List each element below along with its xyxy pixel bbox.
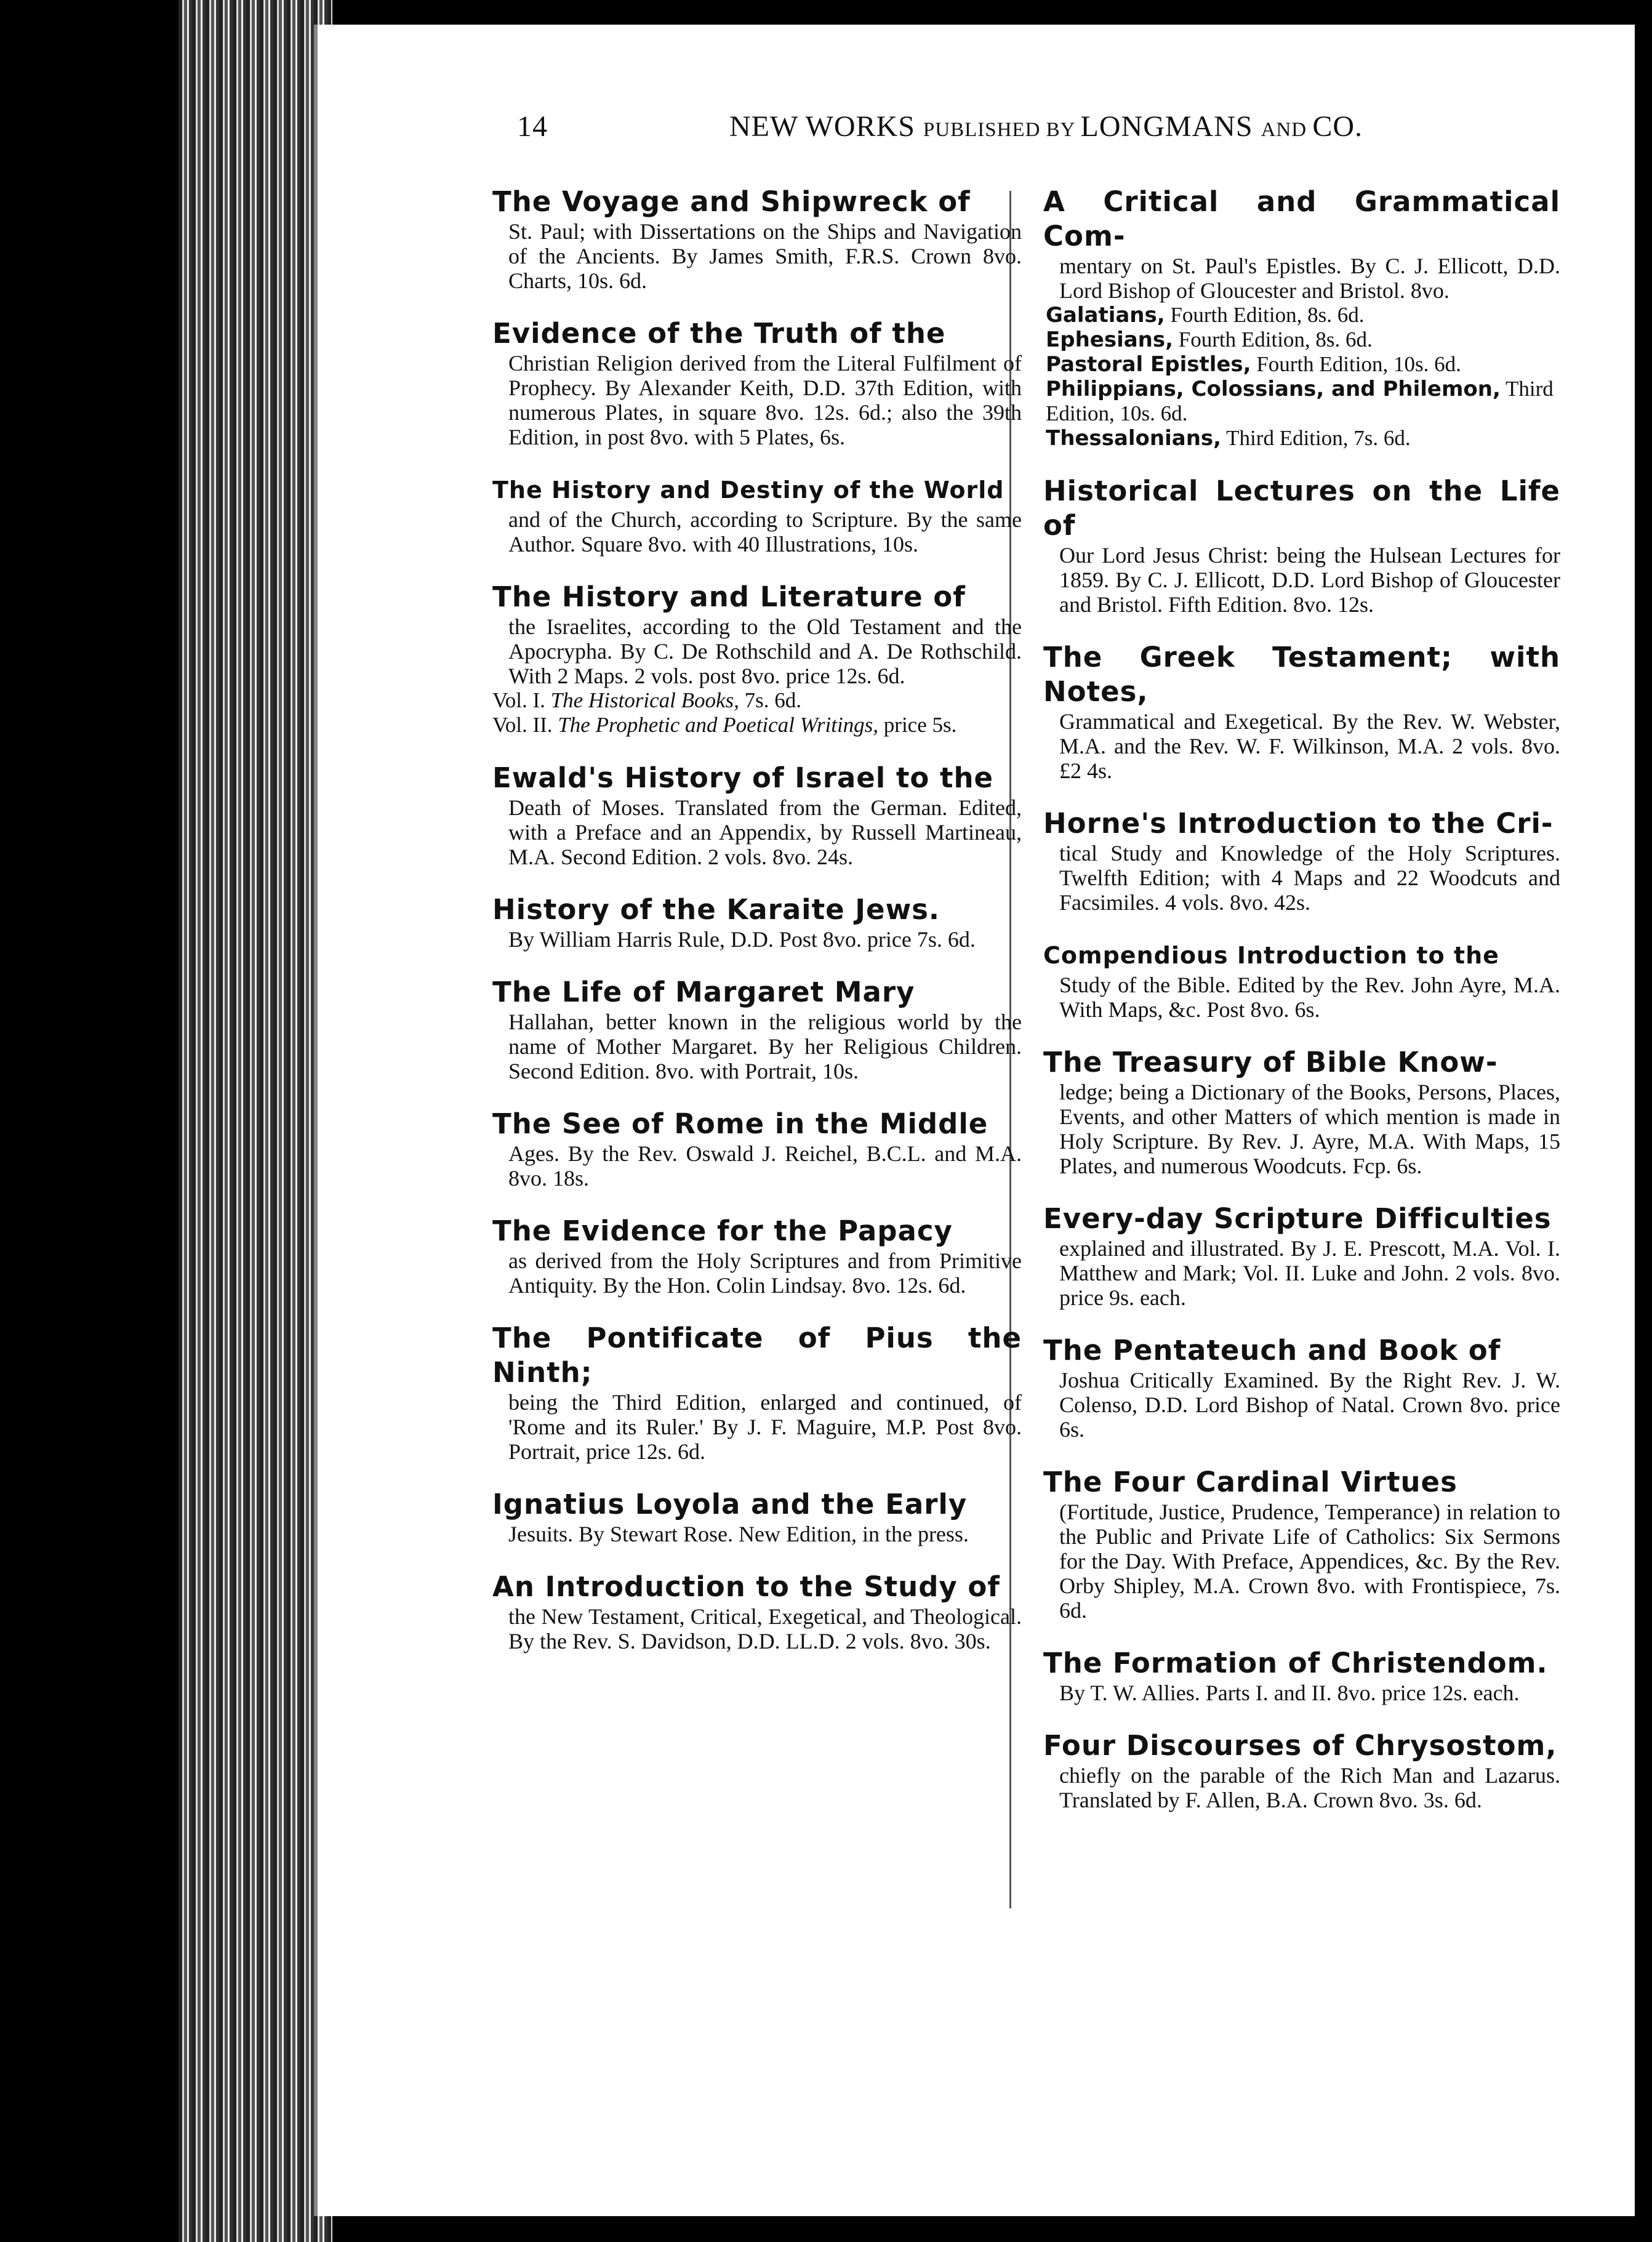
entry-description: the Israelites, according to the Old Testament and the Apocrypha. By C. De Rothschild and A. De Rothschild. With 2 Maps. 2 vols. post 8vo. price 12s. 6d. [508,614,1022,688]
entry-title: The Voyage and Shipwreck of [492,185,971,218]
entry-title: An Introduction to the Study of [492,1570,1000,1603]
book-entry [492,1321,1022,1464]
entry-title: A Critical and Grammatical Com- [1043,185,1560,252]
book-entry [492,316,1022,449]
entry-title: The Evidence for the Papacy [492,1215,953,1247]
book-entry [492,473,1022,556]
entry-title: The Formation of Christendom. [1043,1647,1548,1679]
entry-title: Compendious Introduction to the [1043,942,1499,969]
entry-title: The See of Rome in the Middle [492,1107,988,1140]
book-entry [492,1570,1022,1653]
entry-title: Four Discourses of Chrysostom, [1043,1729,1557,1762]
book-entry [1043,806,1560,915]
sub-entry: Galatians, Fourth Edition, 8s. 6d. [1046,303,1365,327]
entry-description: the New Testament, Critical, Exegetical, and Theological. By the Rev. S. Davidson, D.D. LL.D. 2 vols. 8vo. 30s. [508,1604,1022,1653]
entry-description: Hallahan, better known in the religious world by the name of Mother Margaret. By her Religious Children. Second Edition. 8vo. with Portrait, 10s. [508,1010,1022,1083]
book-entry [492,761,1022,869]
entry-title: The Four Cardinal Virtues [1043,1466,1458,1498]
book-entry [1043,938,1560,1022]
header-text: NEW WORKS PUBLISHED BY LONGMANS AND CO. [729,110,1363,143]
volume-line: Vol. II. The Prophetic and Poetical Writings, price 5s. [492,713,957,737]
entry-title: Ignatius Loyola and the Early [492,1488,968,1521]
entry-description: By William Harris Rule, D.D. Post 8vo. price 7s. 6d. [508,927,976,952]
book-entry [1043,1045,1560,1178]
sub-entry: Thessalonians, Third Edition, 7s. 6d. [1046,426,1411,451]
entry-title: The Treasury of Bible Know- [1043,1046,1498,1079]
book-entry [492,975,1022,1083]
entry-title: Ewald's History of Israel to the [492,761,994,794]
entry-description: Jesuits. By Stewart Rose. New Edition, in the press. [508,1522,969,1546]
entry-title: Horne's Introduction to the Cri- [1043,807,1554,840]
book-entry [1043,185,1560,451]
entry-description: Study of the Bible. Edited by the Rev. John Ayre, M.A. With Maps, &c. Post 8vo. 6s. [1059,973,1560,1022]
entry-title: Historical Lectures on the Life of [1043,475,1560,542]
entry-description: mentary on St. Paul's Epistles. By C. J. Ellicott, D.D. Lord Bishop of Gloucester and Bristol. 8vo. [1059,254,1560,303]
book-entry [492,893,1022,952]
entry-description: chiefly on the parable of the Rich Man and Lazarus. Translated by F. Allen, B.A. Crown 8vo. 3s. 6d. [1059,1763,1560,1812]
book-entry [492,1107,1022,1191]
book-entry [1043,640,1560,783]
entry-description: being the Third Edition, enlarged and continued, of 'Rome and its Ruler.' By J. F. Maguire, M.P. Post 8vo. Portrait, price 12s. 6d. [508,1390,1022,1464]
entry-description: Christian Religion derived from the Literal Fulfilment of Prophecy. By Alexander Keith, D.D. 37th Edition, with numerous Plates, in square 8vo. 12s. 6d.; also the 39th Edition, in post 8vo. with 5 Plates, 6s. [508,351,1022,449]
page-number: 14 [517,110,548,143]
book-entry [492,1487,1022,1546]
book-entry [492,580,1022,737]
book-entry [492,185,1022,293]
entry-description: Our Lord Jesus Christ: being the Hulsean Lectures for 1859. By C. J. Ellicott, D.D. Lord Bishop of Gloucester and Bristol. Fifth Edition. 8vo. 12s. [1059,543,1560,617]
left-column [492,185,1022,1677]
sub-entry: Pastoral Epistles, Fourth Edition, 10s. 6d. [1046,352,1461,377]
entry-title: The History and Literature of [492,581,966,613]
entry-description: tical Study and Knowledge of the Holy Scriptures. Twelfth Edition; with 4 Maps and 22 Woodcuts and Facsimiles. 4 vols. 8vo. 42s. [1059,841,1560,915]
book-page-edges [178,0,332,2242]
sub-entry: Philippians, Colossians, and Philemon, Third Edition, 10s. 6d. [1046,377,1554,425]
entry-description: By T. W. Allies. Parts I. and II. 8vo. price 12s. each. [1059,1681,1520,1705]
book-entry [1043,1465,1560,1623]
book-entry [1043,1202,1560,1310]
book-entry [1043,1729,1560,1812]
book-entry [1043,1333,1560,1442]
entry-title: The Life of Margaret Mary [492,976,915,1008]
entry-description: as derived from the Holy Scriptures and from Primitive Antiquity. By the Hon. Colin Lindsay. 8vo. 12s. 6d. [508,1248,1022,1298]
entry-description: Ages. By the Rev. Oswald J. Reichel, B.C.L. and M.A. 8vo. 18s. [508,1141,1022,1191]
entry-title: The Pentateuch and Book of [1043,1334,1501,1367]
entry-description: Death of Moses. Translated from the German. Edited, with a Preface and an Appendix, by Russell Martineau, M.A. Second Edition. 2 vols. 8vo. 24s. [508,795,1022,869]
entry-description: explained and illustrated. By J. E. Prescott, M.A. Vol. I. Matthew and Mark; Vol. II. Luke and John. 2 vols. 8vo. price 9s. each. [1059,1236,1560,1310]
entry-description: Joshua Critically Examined. By the Right Rev. J. W. Colenso, D.D. Lord Bishop of Natal. Crown 8vo. price 6s. [1059,1368,1560,1442]
entry-title: History of the Karaite Jews. [492,893,940,926]
entry-description: and of the Church, according to Scripture. By the same Author. Square 8vo. with 40 Illustrations, 10s. [508,507,1022,556]
sub-entry: Ephesians, Fourth Edition, 8s. 6d. [1046,327,1373,352]
book-entry [492,1214,1022,1298]
entry-description: (Fortitude, Justice, Prudence, Temperance) in relation to the Public and Private Life of Catholics: Six Sermons for the Day. With Preface, Appendices, &c. By the Rev. Orby Shipley, M.A. Crown 8vo. with Frontispiece, 7s. 6d. [1059,1500,1560,1623]
entry-description: ledge; being a Dictionary of the Books, Persons, Places, Events, and other Matters of which mention is made in Holy Scripture. By Rev. J. Ayre, M.A. With Maps, 15 Plates, and numerous Woodcuts. Fcp. 6s. [1059,1080,1560,1178]
entry-title: Every-day Scripture Difficulties [1043,1202,1552,1235]
entry-title: Evidence of the Truth of the [492,317,946,350]
book-entry [1043,474,1560,617]
entry-title: The Greek Testament; with Notes, [1043,641,1560,708]
book-entry [1043,1646,1560,1705]
right-column [1043,185,1560,1836]
entry-title: The History and Destiny of the World [492,476,1004,504]
entry-description: St. Paul; with Dissertations on the Ships and Navigation of the Ancients. By James Smith, F.R.S. Crown 8vo. Charts, 10s. 6d. [508,219,1022,293]
volume-line: Vol. I. The Historical Books, 7s. 6d. [492,688,802,712]
entry-description: Grammatical and Exegetical. By the Rev. W. Webster, M.A. and the Rev. W. F. Wilkinson, M.A. 2 vols. 8vo. £2 4s. [1059,709,1560,783]
entry-title: The Pontificate of Pius the Ninth; [492,1322,1022,1389]
